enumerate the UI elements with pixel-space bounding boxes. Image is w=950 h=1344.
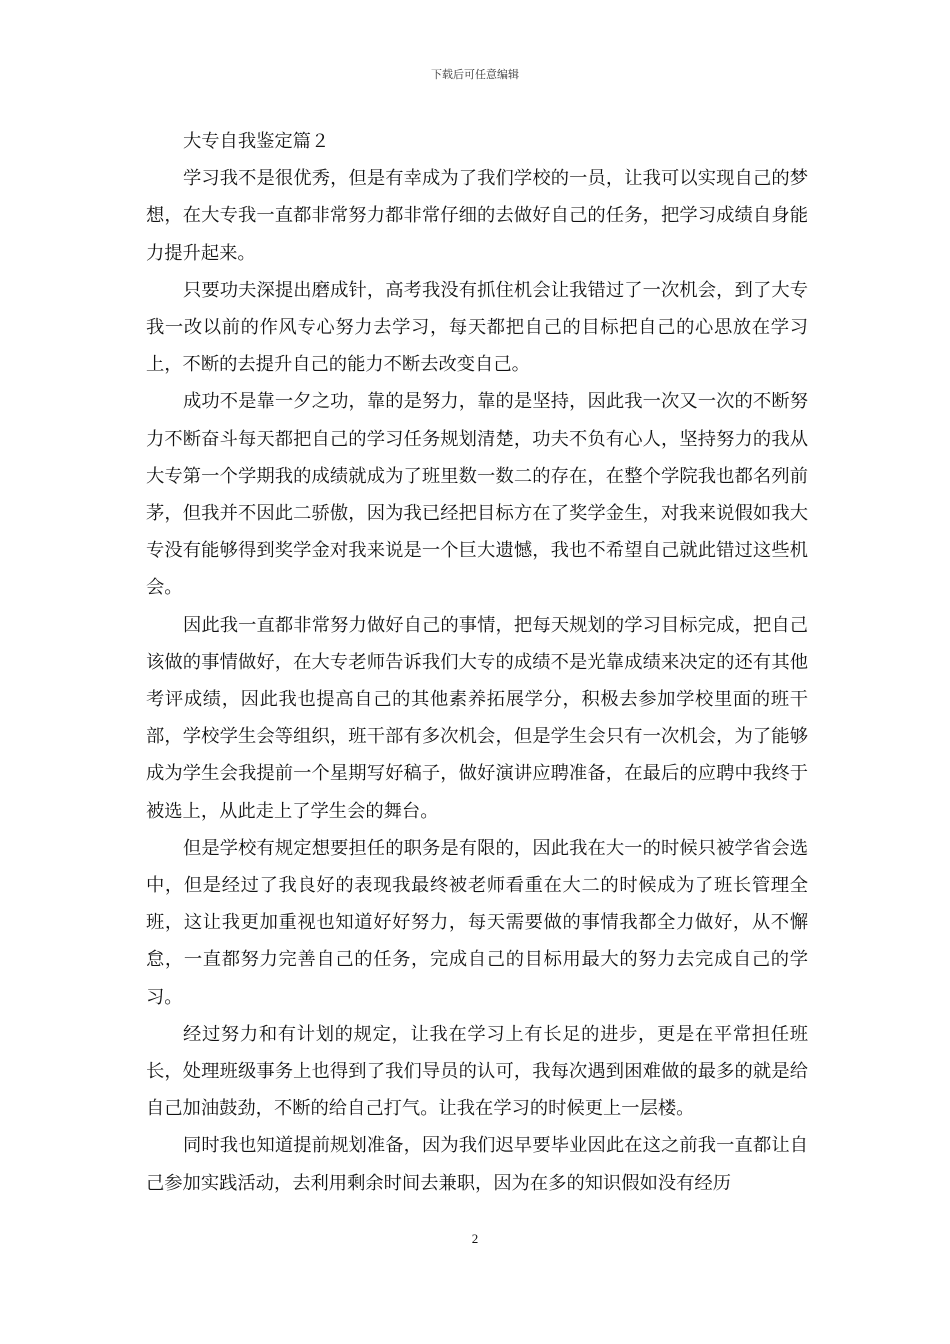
paragraph-3: 成功不是靠一夕之功，靠的是努力，靠的是坚持，因此我一次又一次的不断努力不断奋斗每天都把自己的学习任务规划清楚，功夫不负有心人，坚持努力的我从大专第一个学期我的成绩就成为了班里数一数二的存在，在整个学院我也都名列前茅，但我并不因此二骄傲，因为我已经把目标方在了奖学金生，对我来说假如我大专没有能够得到奖学金对我来说是一个巨大遗憾，我也不希望自己就此错过这些机会。 [146,391,808,599]
document-body [146,123,808,1202]
paragraph-7: 同时我也知道提前规划准备，因为我们迟早要毕业因此在这之前我一直都让自己参加实践活动，去利用剩余时间去兼职，因为在多的知识假如没有经历 [146,1135,808,1194]
section-title: 大专自我鉴定篇２ [183,131,330,152]
paragraph-5: 但是学校有规定想要担任的职务是有限的，因此我在大一的时候只被学省会选中，但是经过了我良好的表现我最终被老师看重在大二的时候成为了班长管理全班，这让我更加重视也知道好好努力，每天需要做的事情我都全力做好，从不懈怠，一直都努力完善自己的任务，完成自己的目标用最大的努力去完成自己的学习。 [146,837,808,1008]
paragraph-4: 因此我一直都非常努力做好自己的事情，把每天规划的学习目标完成，把自己该做的事情做好，在大专老师告诉我们大专的成绩不是光靠成绩来决定的还有其他考评成绩，因此我也提高自己的其他素养拓展学分，积极去参加学校里面的班干部，学校学生会等组织，班干部有多次机会，但是学生会只有一次机会，为了能够成为学生会我提前一个星期写好稿子，做好演讲应聘准备，在最后的应聘中我终于被选上，从此走上了学生会的舞台。 [146,614,808,822]
page-number: 2 [471,1231,479,1246]
paragraph-6: 经过努力和有计划的规定，让我在学习上有长足的进步，更是在平常担任班长，处理班级事务上也得到了我们导员的认可，我每次遇到困难做的最多的就是给自己加油鼓劲，不断的给自己打气。让我在学习的时候更上一层楼。 [146,1023,808,1120]
paragraph-1: 学习我不是很优秀，但是有幸成为了我们学校的一员，让我可以实现自己的梦想，在大专我一直都非常努力都非常仔细的去做好自己的任务，把学习成绩自身能力提升起来。 [146,168,808,264]
paragraph-2: 只要功夫深提出磨成针，高考我没有抓住机会让我错过了一次机会，到了大专我一改以前的作风专心努力去学习，每天都把自己的目标把自己的心思放在学习上，不断的去提升自己的能力不断去改变自己。 [146,279,808,376]
page-header: 下载后可任意编辑 [431,68,519,81]
